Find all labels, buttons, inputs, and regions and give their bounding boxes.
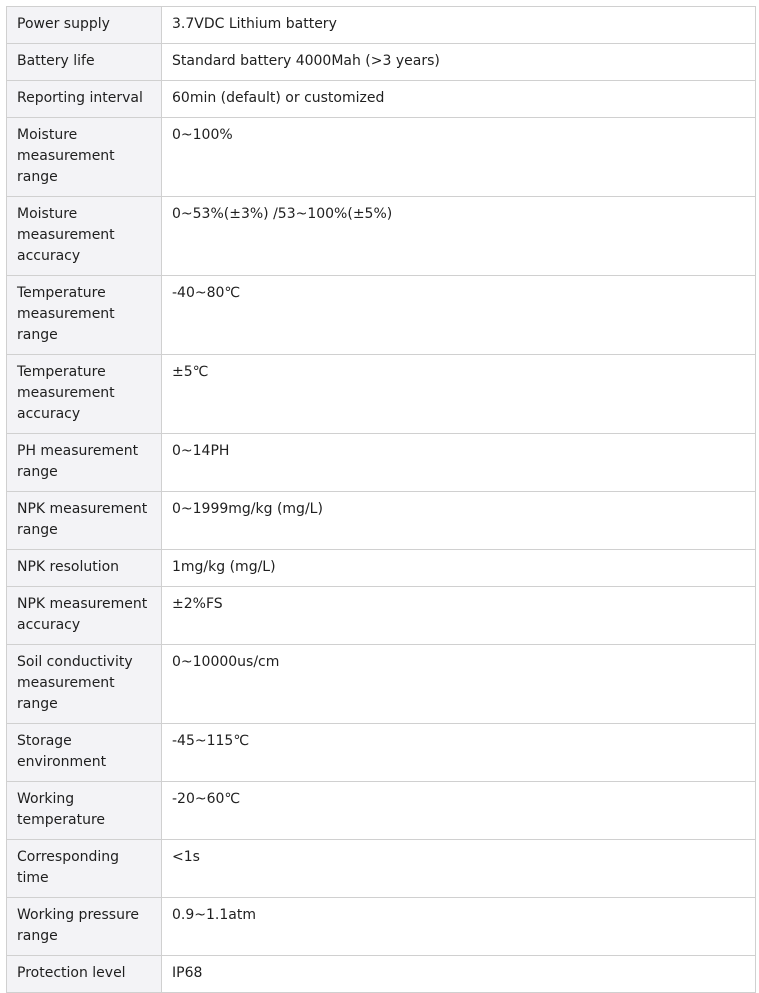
spec-value: IP68 [162,956,756,993]
table-row [7,492,756,550]
spec-label: Power supply [7,7,162,44]
spec-label: Temperature measurement range [7,276,162,355]
spec-table [6,6,756,993]
spec-label: PH measurement range [7,434,162,492]
table-row [7,276,756,355]
spec-label: Moisture measurement accuracy [7,197,162,276]
table-row [7,355,756,434]
spec-value: 3.7VDC Lithium battery [162,7,756,44]
table-row [7,434,756,492]
spec-label: Temperature measurement accuracy [7,355,162,434]
spec-label: Reporting interval [7,81,162,118]
table-row [7,81,756,118]
spec-label: Working temperature [7,782,162,840]
table-row [7,724,756,782]
table-row [7,197,756,276]
table-row [7,44,756,81]
spec-value: -40~80℃ [162,276,756,355]
spec-value: ±5℃ [162,355,756,434]
spec-value: ±2%FS [162,587,756,645]
spec-value: 0~53%(±3%) /53~100%(±5%) [162,197,756,276]
spec-value: -20~60℃ [162,782,756,840]
spec-value: Standard battery 4000Mah (>3 years) [162,44,756,81]
spec-label: Storage environment [7,724,162,782]
spec-label: Corresponding time [7,840,162,898]
table-row [7,840,756,898]
table-row [7,898,756,956]
spec-value: 0~1999mg/kg (mg/L) [162,492,756,550]
spec-value: 0~10000us/cm [162,645,756,724]
table-row [7,7,756,44]
spec-value: 1mg/kg (mg/L) [162,550,756,587]
spec-value: 60min (default) or customized [162,81,756,118]
spec-value: 0~100% [162,118,756,197]
table-row [7,956,756,993]
spec-label: Battery life [7,44,162,81]
spec-label: NPK resolution [7,550,162,587]
table-row [7,645,756,724]
table-row [7,118,756,197]
spec-value: 0~14PH [162,434,756,492]
table-row [7,550,756,587]
spec-label: Working pressure range [7,898,162,956]
spec-label: NPK measurement range [7,492,162,550]
spec-value: -45~115℃ [162,724,756,782]
spec-value: 0.9~1.1atm [162,898,756,956]
spec-label: Soil conductivity measurement range [7,645,162,724]
table-row [7,587,756,645]
spec-label: NPK measurement accuracy [7,587,162,645]
spec-value: <1s [162,840,756,898]
spec-label: Protection level [7,956,162,993]
spec-label: Moisture measurement range [7,118,162,197]
